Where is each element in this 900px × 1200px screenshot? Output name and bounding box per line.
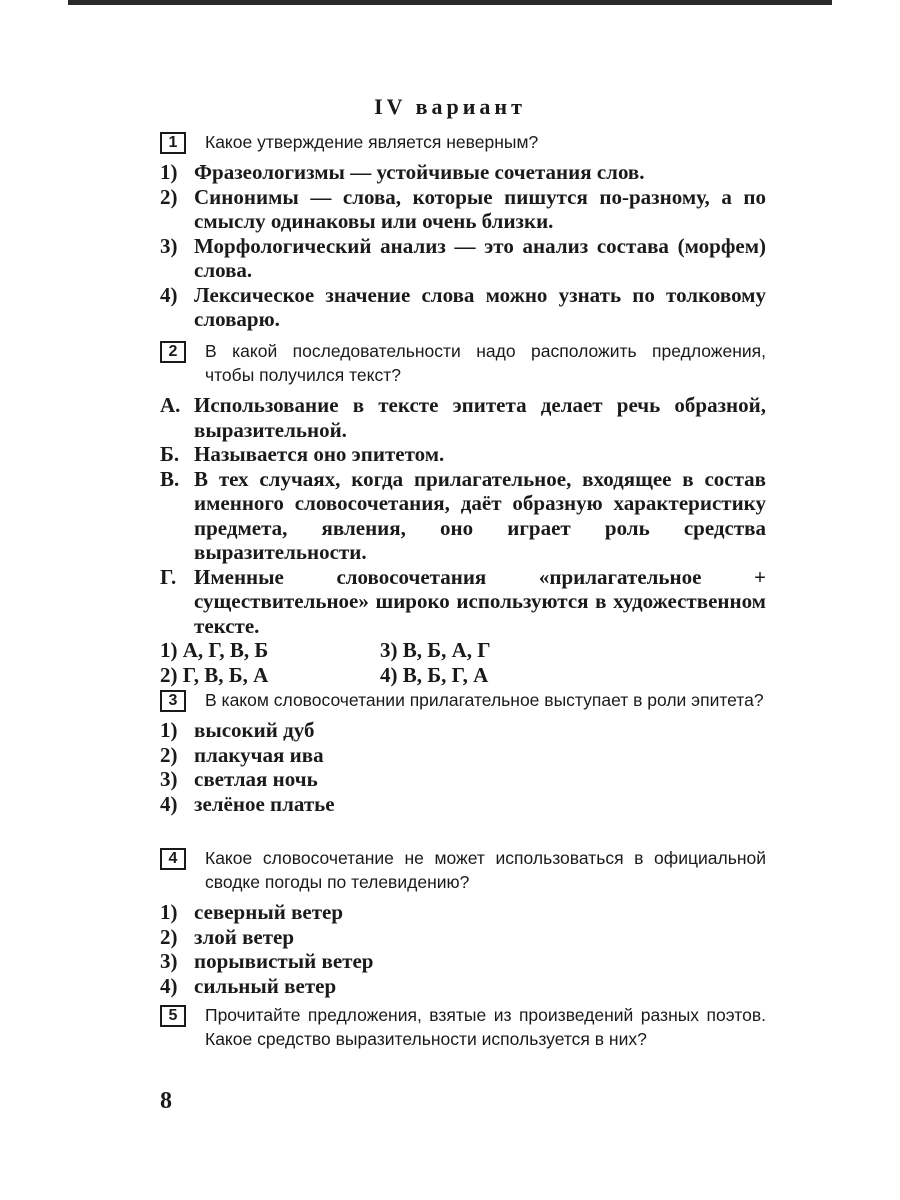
- answer-choice: 4) В, Б, Г, А: [380, 662, 489, 687]
- option: 1) северный ветер: [160, 900, 344, 924]
- question-number: 2: [160, 341, 186, 363]
- answer-choice: 3) В, Б, А, Г: [380, 638, 491, 662]
- question-number: 5: [160, 1005, 186, 1027]
- option: 4) зелёное платье: [160, 791, 335, 816]
- option: 2) плакучая ива: [160, 742, 324, 767]
- option: 1) высокий дуб: [160, 718, 315, 742]
- option: 3) Морфологический анализ — это анализ состава (морфем) слова.: [160, 233, 766, 282]
- option: 4) Лексическое значение слова можно узнать по толковому словарю.: [160, 282, 766, 331]
- option: 3) светлая ночь: [160, 767, 318, 791]
- question-number: 4: [160, 848, 186, 870]
- question-number: 3: [160, 690, 186, 712]
- answer-grid: [160, 638, 766, 687]
- option: Г. Именные словосочетания «прилагательное + существительное» широко используются в художественном тексте.: [160, 564, 766, 638]
- question-text: В каком словосочетании прилагательное выступает в роли эпитета?: [205, 690, 764, 710]
- page-title: IV вариант: [374, 94, 526, 119]
- option: Б. Называется оно эпитетом.: [160, 442, 445, 466]
- option: 2) злой ветер: [160, 924, 295, 949]
- question-2: [160, 339, 766, 687]
- option: 1) Фразеологизмы — устойчивые сочетания слов.: [160, 160, 645, 184]
- top-rule: [68, 0, 832, 5]
- question-4: [160, 846, 766, 998]
- question-text: Прочитайте предложения, взятые из произведений разных поэтов. Какое средство выразительности используется в них?: [205, 1005, 766, 1049]
- question-1: [160, 130, 766, 332]
- question-number: 1: [160, 132, 186, 154]
- option: А. Использование в тексте эпитета делает речь образной, выразительной.: [160, 393, 766, 442]
- answer-choice: 2) Г, В, Б, А: [160, 662, 269, 687]
- question-text: Какое утверждение является неверным?: [205, 132, 539, 152]
- option: 4) сильный ветер: [160, 973, 337, 998]
- answer-choice: 1) А, Г, В, Б: [160, 638, 269, 662]
- question-3: [160, 688, 766, 816]
- question-text: Какое словосочетание не может использоваться в официальной сводке погоды по телевидению?: [205, 848, 766, 892]
- option: 2) Синонимы — слова, которые пишутся по-разному, а по смыслу одинаковы или очень близки.: [160, 184, 766, 233]
- question-text: В какой последовательности надо расположить предложения, чтобы получился текст?: [205, 341, 766, 385]
- question-5: [160, 1003, 766, 1051]
- page-number: 8: [160, 1088, 172, 1114]
- option: 3) порывистый ветер: [160, 949, 374, 973]
- option: В. В тех случаях, когда прилагательное, входящее в состав именного словосочетания, даёт образную характеристику предмета, явления, оно играет роль средства выразительности.: [160, 466, 766, 564]
